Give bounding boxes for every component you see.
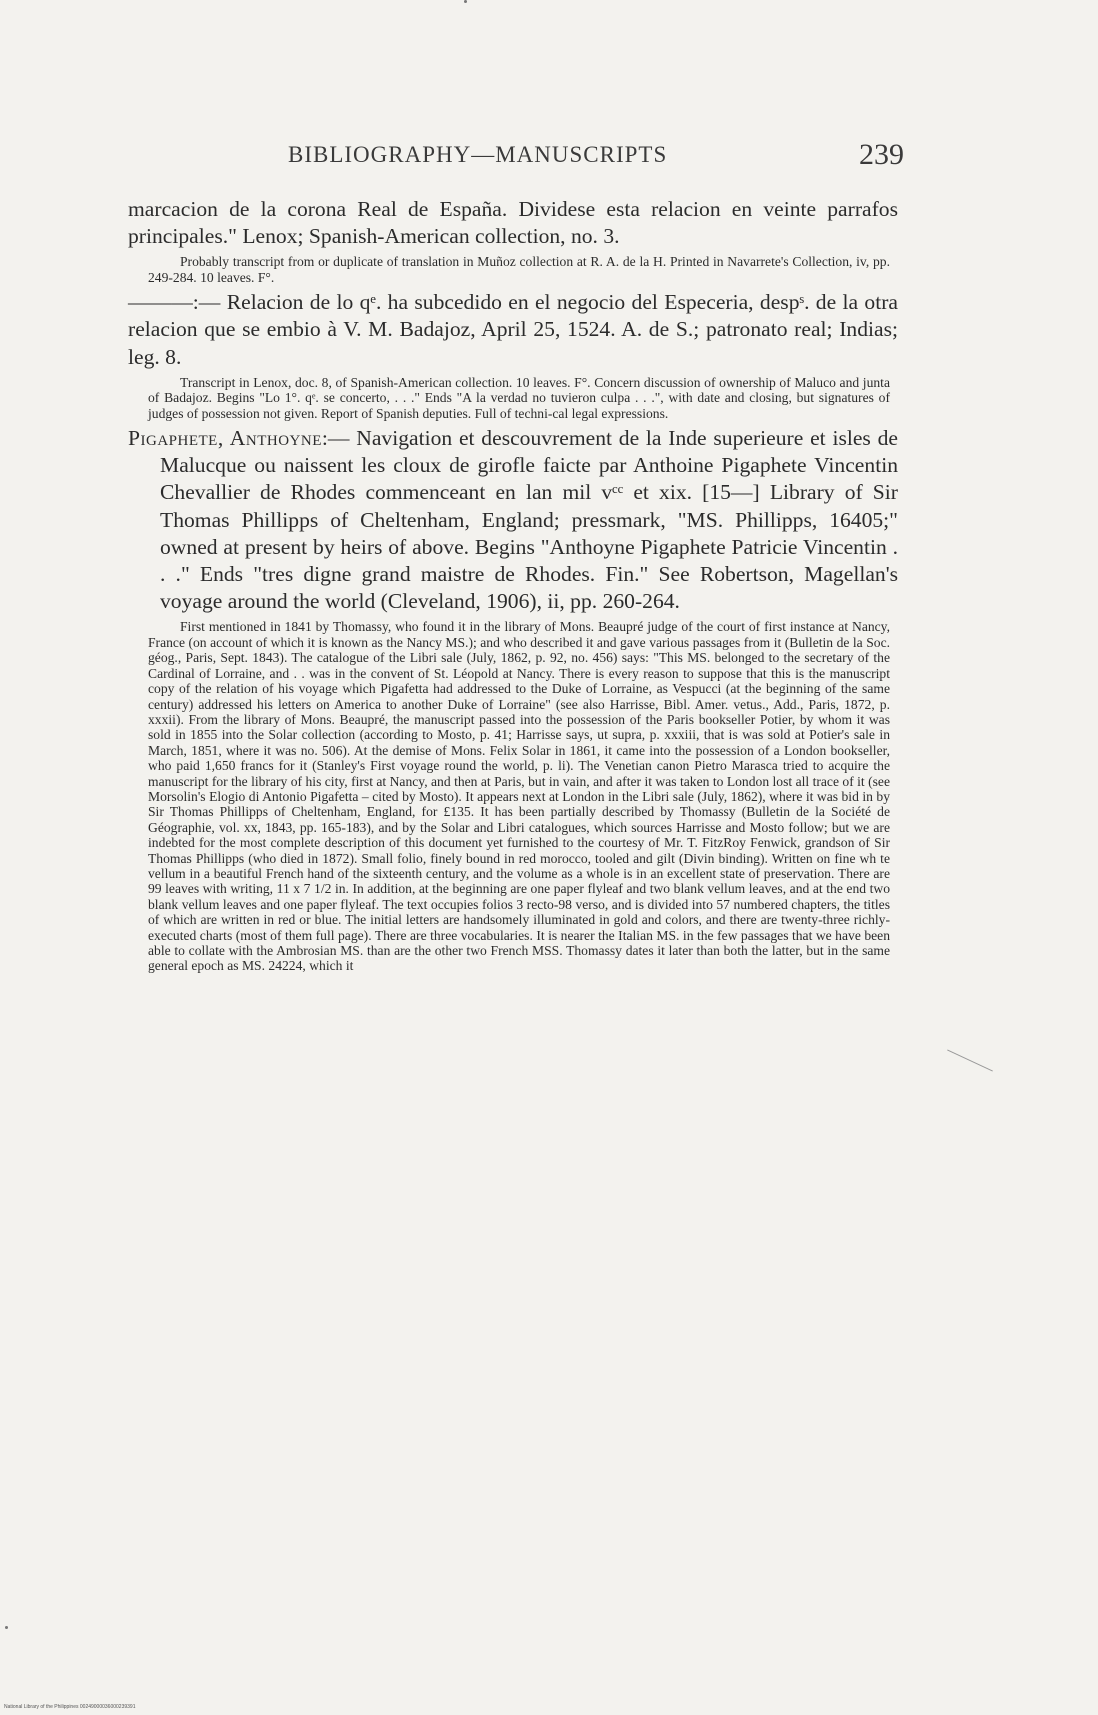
entry-text: :— Relacion de lo qᵉ. ha subcedido en el negocio del Especeria, despˢ. de la otra relacion que se embio à V. M. Badajoz, April 25, 1524. A. de S.; patronato real; Indias; leg. 8. <box>128 290 898 369</box>
entry-paragraph <box>128 289 898 371</box>
paper-speck <box>464 0 467 3</box>
paragraph-continuation: marcacion de la corona Real de España. Dividese esta relacion en veinte parrafos principales." Lenox; Spanish-American collection, no. 3. <box>128 197 898 249</box>
page-number: 239 <box>859 138 904 171</box>
note-paragraph: Transcript in Lenox, doc. 8, of Spanish-American collection. 10 leaves. F°. Concern discussion of ownership of Maluco and junta of Badajoz. Begins "Lo 1°. qᵉ. se concerto, . . ." Ends "A la verdad no tuvieron culpa . . .", with date and closing, but signatures of judges of possession not given. Report of Spanish deputies. Full of techni-cal legal expressions. <box>148 374 890 421</box>
entry-author: Pigaphete, Anthoyne <box>128 426 322 451</box>
running-head-title: BIBLIOGRAPHY—MANUSCRIPTS <box>288 142 668 167</box>
note-paragraph: Probably transcript from or duplicate of translation in Muñoz collection at R. A. de la H. Printed in Navarrete's Collection, iv, pp. 249-284. 10 leaves. F°. <box>148 254 890 285</box>
body-text <box>128 196 898 974</box>
entry-text: :— Navigation et descouvrement de la Inde superieure et isles de Malucque ou naissent les cloux de girofle faicte par Anthoine Pigaphete Vincentin Chevallier de Rhodes commenceant en lan mil vᶜᶜ et xix. [15—] Library of Sir Thomas Phillipps of Cheltenham, England; pressmark, "MS. Phillipps, 16405;" owned at present by heirs of above. Begins "Anthoyne Pigaphete Patricie Vincentin . . ." Ends "tres digne grand maistre de Rhodes. Fin." See Robertson, Magellan's voyage around the world (Cleveland, 1906), ii, pp. 260-264. <box>160 426 898 614</box>
paper-scratch <box>947 1049 993 1071</box>
scan-source-note: National Library of the Philippines 00249000036000239391 <box>4 1704 136 1710</box>
entry-paragraph <box>128 425 898 615</box>
note-paragraph: First mentioned in 1841 by Thomassy, who found it in the library of Mons. Beaupré judge of the court of first instance at Nancy, France (on account of which it is known as the Nancy MS.); and who described it and gave various passages from it (Bulletin de la Soc. géog., Paris, Sept. 1843). The catalogue of the Libri sale (July, 1862, p. 92, no. 456) says: "This MS. belonged to the secretary of the Cardinal of Lorraine, and . . was in the convent of St. Léopold at Nancy. There is every reason to suppose that this is the manuscript copy of the relation of his voyage which Pigafetta had addressed to the Duke of Lorraine, as Vespucci (at the beginning of the same century) addressed his letters on America to another Duke of Lorraine" (see also Harrisse, Bibl. Amer. vetus., Add., Paris, 1872, p. xxxii). From the library of Mons. Beaupré, the manuscript passed into the possession of the Paris bookseller Potier, by whom it was sold in 1855 into the Solar collection (according to Mosto, p. 41; Harrisse says, ut supra, p. xxxiii, that is was sold at Potier's sale in March, 1851, where it was no. 506). At the demise of Mons. Felix Solar in 1861, it came into the possession of a London bookseller, who paid 1,650 francs for it (Stanley's First voyage round the world, p. li). The Venetian canon Pietro Marasca tried to acquire the manuscript for the library of his city, first at Nancy, and then at Paris, but in vain, and after it was taken to London lost all trace of it (see Morsolin's Elogio di Antonio Pigafetta – cited by Mosto). It appears next at London in the Libri sale (July, 1862), where it was bid in by Sir Thomas Phillipps of Cheltenham, England, for £135. It has been partially described by Thomassy (Bulletin de la Société de Géographie, vol. xx, 1843, pp. 165-183), and by the Solar and Libri catalogues, which sources Harrisse and Mosto follow; but we are indebted for the most complete description of this document yet furnished to the courtesy of Mr. T. FitzRoy Fenwick, grandson of Sir Thomas Phillipps (who died in 1872). Small folio, finely bound in red morocco, tooled and gilt (Divin binding). Written on fine wh te vellum in a beautiful French hand of the sixteenth century, and the volume as a whole is in an excellent state of preservation. There are 99 leaves with writing, 11 x 7 1/2 in. In addition, at the beginning are one paper flyleaf and two blank vellum leaves, and at the end two blank vellum leaves and one paper flyleaf. The text occupies folios 3 recto-98 verso, and is divided into 57 numbered chapters, the titles of which are written in red or blue. The initial letters are handsomely illuminated in gold and colors, and there are twenty-three richly-executed charts (most of them full page). There are three vocabularies. It is nearer the Italian MS. in the few passages that we have been able to collate with the Ambrosian MS. than are the other two French MSS. Thomassy dates it later than both the latter, but in the same general epoch as MS. 24224, which it <box>148 619 890 974</box>
paper-speck <box>5 1626 8 1629</box>
ditto-dash: ——— <box>128 290 193 315</box>
running-header <box>128 138 904 178</box>
